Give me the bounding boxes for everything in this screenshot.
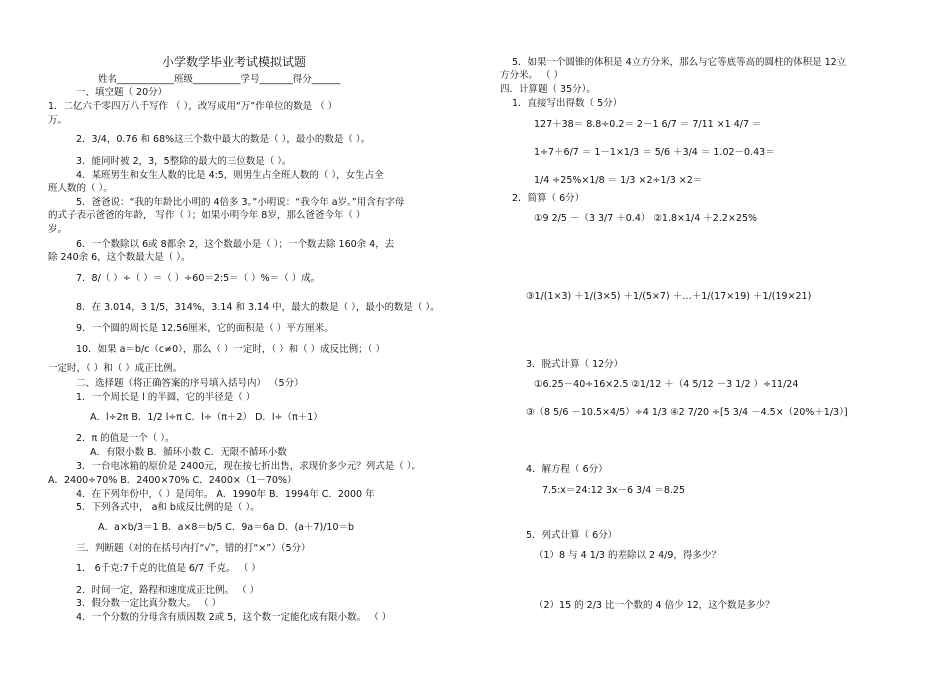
question-line: 除 240余 6，这个数最大是（ ）。	[48, 252, 191, 263]
question-line: 5．下列各式中， a和 b成反比例的是（ ）。	[76, 502, 260, 513]
calc-row: ③1/(1×3) ＋1/(3×5) ＋1/(5×7) ＋…＋1/(17×19) ＋1/(19×21)	[526, 291, 812, 302]
section-calc-heading: 四．计算题（ 35分）。	[500, 84, 596, 95]
question-line: 班人数的（ ）。	[48, 183, 113, 194]
question-line: 4．一个分数的分母含有质因数 2或 5，这个数一定能化成有限小数。 （ ）	[76, 612, 392, 623]
exam-title: 小学数学毕业考试模拟试题	[162, 55, 307, 69]
question-line: 9．一个圆的周长是 12.56厘米，它的面积是（ ）平方厘米。	[76, 323, 334, 334]
question-line: 一定时，（ ）和（ ）成正比例。	[48, 363, 183, 374]
calc-row: （1）8 与 4 1/3 的差除以 2 4/9，得多少？	[534, 550, 721, 561]
question-line: 7．8/（ ）÷（ ）＝（ ）÷60＝2:5＝（ ）%＝（ ）成。	[76, 273, 321, 284]
question-line: 8．在 3.014，3 1/5，314%，3.14̇ 和 3.1̇4̇ 中，最大的数是（ ），最小的数是（ ）。	[76, 302, 440, 313]
question-line: 6．一个数除以 6或 8都余 2，这个数最小是（ ）；一个数去除 160余 4，去	[76, 239, 395, 250]
calc-row: 127＋38＝ 8.8÷0.2＝ 2－1 6/7 ＝ 7/11 ×1 4/7 ＝	[534, 119, 762, 130]
question-line: 万。	[48, 115, 68, 126]
section-fill-blank-heading: 一、填空题（ 20分）	[76, 87, 168, 98]
subsection-heading: 1．直接写出得数（ 5分）	[512, 98, 623, 109]
choice-options: A．2400÷70% B．2400×70% C．2400×（1－70%）	[48, 475, 297, 486]
subsection-heading: 4．解方程（ 6分）	[526, 464, 608, 475]
question-line: 5．如果一个圆锥的体积是 4立方分米，那么与它等底等高的圆柱的体积是 12立	[512, 57, 847, 68]
section-choice-heading: 二、选择题（将正确答案的序号填入括号内） （5分）	[76, 378, 304, 389]
calc-row: 7.5:x＝24:12 3x－6 3/4 ＝8.25	[542, 485, 686, 496]
subsection-heading: 5．列式计算（ 6分）	[526, 530, 618, 541]
section-judge-heading: 三．判断题（对的在括号内打“√”，错的打“×”）（5分）	[76, 543, 311, 554]
question-line: 4．在下列年份中，（ ）是闰年。 A．1990年 B．1994年 C．2000 年	[76, 489, 375, 500]
question-line: 方分米。 （ ）	[500, 70, 564, 81]
subsection-heading: 3．脱式计算（ 12分）	[526, 359, 624, 370]
choice-options: A．a×b/3＝1 B．a×8＝b/5 C．9a＝6a D．(a＋7)/10＝b	[98, 522, 355, 533]
question-line: 岁。	[48, 224, 68, 235]
question-line: 2．时间一定，路程和速度成正比例。 （ ）	[76, 585, 260, 596]
question-line: 5．爸爸说：“我的年龄比小明的 4倍多 3。”小明说：“我今年 a岁。”用含有字母	[76, 197, 405, 208]
calc-row: ①6.25－40÷16×2.5 ②1/12 ＋（4 5/12 －3 1/2 ）÷11/24	[534, 379, 799, 390]
question-line: 2．3/4，0.76 和 68%这三个数中最大的数是（ ），最小的数是（ ）。	[76, 134, 371, 145]
student-info-line: 姓名____________班级__________学号_______得分______	[98, 74, 341, 85]
calc-row: ③（8 5/6 －10.5×4/5）÷4 1/3 ④2 7/20 ÷[5 3/4 －4.5×（20%＋1/3）]	[526, 407, 848, 418]
question-line: 的式子表示爸爸的年龄， 写作（ ）；如果小明今年 8岁，那么爸爸今年（ ）	[48, 210, 366, 221]
question-line: 3．能同时被 2，3，5整除的最大的三位数是（ ）。	[76, 156, 292, 167]
subsection-heading: 2．简算（ 6分）	[512, 193, 585, 204]
question-line: 3．一台电冰箱的原价是 2400元，现在按七折出售，求现价多少元？列式是（ ）。	[76, 461, 422, 472]
choice-options: A．有限小数 B．循环小数 C．无限不循环小数	[90, 447, 287, 458]
calc-row: 1/4 ÷25%×1/8 ＝ 1/3 ×2÷1/3 ×2＝	[534, 175, 703, 186]
calc-row: ①9 2/5 －（3 3/7 ＋0.4） ②1.8×1/4 ＋2.2×25%	[534, 213, 757, 224]
question-line: 1．二亿六千零四万八千写作 （ ），改写成用“万”作单位的数是 （ ）	[48, 101, 338, 112]
question-line: 3．假分数一定比真分数大。 （ ）	[76, 598, 222, 609]
calc-row: 1÷7＋6/7 ＝ 1－1×1/3 ＝ 5/6 ＋3/4 ＝ 1.02－0.43＝	[534, 147, 775, 158]
question-line: 4．某班男生和女生人数的比是 4:5，则男生占全班人数的（ ），女生占全	[76, 170, 384, 181]
calc-row: （2）15 的 2/3 比一个数的 4 倍少 12，这个数是多少？	[534, 600, 775, 611]
question-line: 10．如果 a＝b/c（c≠0），那么（ ）一定时，（ ）和（ ）成反比例；（ ）	[76, 344, 385, 355]
question-line: 2．π 的值是一个（ ）。	[76, 433, 175, 444]
question-line: 1． 6千克:7千克的比值是 6/7 千克。 （ ）	[76, 563, 261, 574]
question-line: 1．一个周长是 l 的半圆，它的半径是（ ）	[76, 392, 256, 403]
choice-options: A．l÷2π B．1/2 l÷π C．l÷（π＋2） D．l÷（π＋1）	[90, 412, 323, 423]
